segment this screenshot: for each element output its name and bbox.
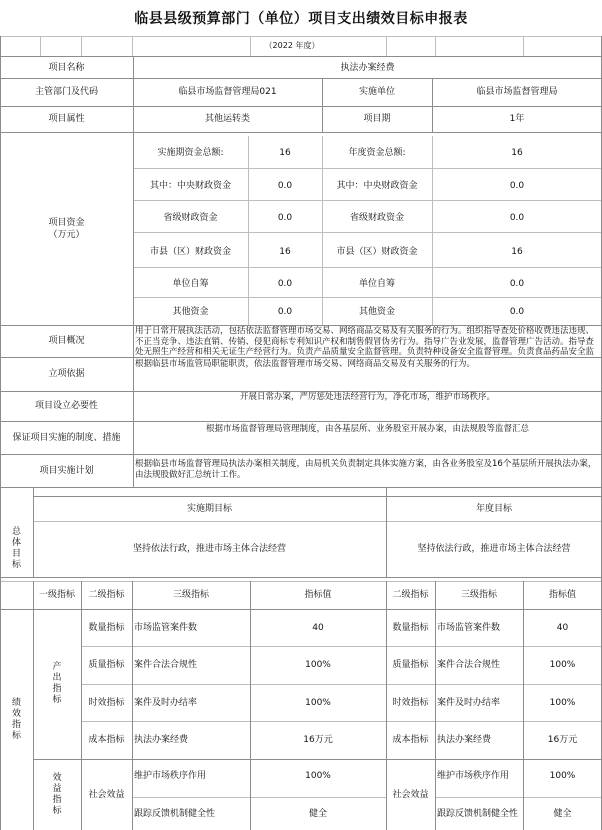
annual-indicator-level3: 案件合法合规性 <box>437 659 501 670</box>
grid-line <box>40 36 41 56</box>
funds-row-value: 16 <box>279 246 291 257</box>
necessity-label: 项目设立必要性 <box>34 401 98 411</box>
funds-annual-value: 0.0 <box>509 307 525 317</box>
guarantee-value: 根据市场监督管理局管理制度，由各基层所、业务股室开展办案，由法规股等监督汇总 <box>205 424 529 434</box>
social-benefit-a-value: 100% <box>305 771 331 781</box>
indicator-level3: 案件及时办结率 <box>134 697 198 708</box>
funds-row-value: 0.0 <box>277 213 293 223</box>
perf-indicator-label: 绩 效 指 标 <box>11 697 21 741</box>
dept-label: 主管部门及代码 <box>34 87 98 97</box>
header-level2: 二级指标 <box>88 590 125 600</box>
grid-line <box>523 36 524 56</box>
grid-line <box>81 36 82 56</box>
plan-label: 项目实施计划 <box>39 465 94 476</box>
funds-row-value: 0.0 <box>277 279 293 289</box>
indicator-level3: 执法办案经费 <box>134 735 189 745</box>
annual-indicator-level2: 成本指标 <box>392 735 429 745</box>
grid-line <box>435 36 436 56</box>
funds-annual-label: 其他资金 <box>358 307 395 317</box>
social-benefit-label: 社会效益 <box>88 789 125 800</box>
attr-value: 其他运转类 <box>204 114 250 124</box>
annual-social-benefit-b-name: 跟踪反馈机制健全性 <box>437 809 519 819</box>
annual-indicator-value: 16万元 <box>547 735 578 745</box>
funds-label: 项目资金 （万元） <box>48 217 85 240</box>
annual-indicator-value: 100% <box>549 659 576 670</box>
project-name-label: 项目名称 <box>48 62 85 73</box>
funds-annual-label: 其中：中央财政资金 <box>336 181 418 191</box>
basis-label: 立项依据 <box>48 369 85 379</box>
impl-goal-text: 坚持依法行政，推进市场主体合法经营 <box>132 544 286 554</box>
grid-line <box>132 36 133 56</box>
annual-social-benefit-b-value: 健全 <box>553 809 572 819</box>
indicator-value: 100% <box>305 697 331 708</box>
social-benefit-b-name: 跟踪反馈机制健全性 <box>134 809 216 819</box>
dept-value: 临县市场监督管理局021 <box>178 87 277 97</box>
header-level3: 三级指标 <box>172 590 209 600</box>
funds-annual-value: 16 <box>511 147 523 158</box>
funds-annual-label: 年度资金总额: <box>348 147 406 158</box>
annual-indicator-value: 40 <box>556 622 569 633</box>
indicator-value: 16万元 <box>303 735 333 745</box>
indicator-level3: 案件合法合规性 <box>134 659 198 670</box>
annual-social-benefit-a-name: 维护市场秩序作用 <box>437 771 510 781</box>
indicator-level2: 质量指标 <box>88 659 125 670</box>
funds-row-value: 0.0 <box>277 307 293 317</box>
funds-row-label: 实施期资金总额: <box>157 147 224 158</box>
funds-annual-value: 0.0 <box>509 213 525 223</box>
unit-label: 实施单位 <box>358 87 395 97</box>
funds-row-label: 单位自筹 <box>172 279 209 289</box>
period-label: 项目期 <box>363 114 391 124</box>
funds-annual-label: 单位自筹 <box>358 279 395 289</box>
social-benefit-a-name: 维护市场秩序作用 <box>134 771 207 781</box>
indicator-level2: 成本指标 <box>88 735 125 745</box>
annual-goal-header: 年度目标 <box>475 503 512 514</box>
indicator-level2: 时效指标 <box>88 697 125 708</box>
annual-indicator-level3: 案件及时办结率 <box>437 697 501 708</box>
period-value: 1年 <box>509 114 525 124</box>
indicator-level2: 数量指标 <box>88 622 125 633</box>
funds-annual-label: 省级财政资金 <box>349 213 404 223</box>
attr-label: 项目属性 <box>48 114 85 124</box>
impl-goal-header: 实施期目标 <box>186 503 232 514</box>
funds-row-value: 16 <box>279 147 291 158</box>
funds-annual-value: 0.0 <box>509 279 525 289</box>
funds-annual-label: 市县（区）财政资金 <box>336 246 418 257</box>
header-value: 指标值 <box>304 590 332 600</box>
header-annual-level2: 二级指标 <box>392 590 429 600</box>
annual-indicator-level3: 市场监管案件数 <box>437 622 501 633</box>
grid-line <box>0 487 602 488</box>
header-level1: 一级指标 <box>38 590 75 600</box>
funds-row-label: 其中：中央财政资金 <box>149 181 231 191</box>
annual-indicator-level3: 执法办案经费 <box>437 735 492 745</box>
annual-goal-text: 坚持依法行政，推进市场主体合法经营 <box>417 544 571 554</box>
annual-indicator-level2: 时效指标 <box>392 697 429 708</box>
annual-social-benefit-label: 社会效益 <box>392 789 429 800</box>
grid-line <box>386 36 387 56</box>
project-name-value: 执法办案经费 <box>340 62 395 73</box>
overview-value: 用于日常开展执法活动，包括依法监督管理市场交易、网络商品交易及有关服务的行为。组织指导查处价格收费违法违规、不正当竞争、违法直销、传销、侵犯商标专利知识产权和制售假冒伪劣行为。指导广告业发展，监督管理广告活动。指导查处无照生产经营和相关无证生产经营行为。负责产品质量安全监督管理。负责特种设备安全监督管理。负责食品药品安全监 <box>135 326 595 357</box>
output-indicator-label: 产 出 指 标 <box>52 662 62 705</box>
benefit-indicator-label: 效 益 指 标 <box>52 772 62 816</box>
funds-row-label: 省级财政资金 <box>163 213 218 223</box>
guarantee-label: 保证项目实施的制度、措施 <box>12 432 121 443</box>
funds-annual-value: 16 <box>511 246 523 257</box>
indicator-value: 40 <box>312 622 324 633</box>
overall-goal-label: 总 体 目 标 <box>11 527 21 570</box>
funds-row-value: 0.0 <box>277 181 293 191</box>
necessity-value: 开展日常办案，严厉惩处违法经营行为，净化市场，维护市场秩序。 <box>239 392 495 402</box>
form-title: 临县县级预算部门（单位）项目支出绩效目标申报表 <box>134 11 468 27</box>
header-annual-level3: 三级指标 <box>460 590 497 600</box>
funds-row-label: 市县（区）财政资金 <box>149 246 231 257</box>
indicator-level3: 市场监管案件数 <box>134 622 198 633</box>
basis-value: 根据临县市场监管局职能职责，依法监督管理市场交易、网络商品交易及有关服务的行为。 <box>135 359 476 369</box>
annual-indicator-level2: 数量指标 <box>392 622 429 633</box>
annual-indicator-value: 100% <box>549 697 576 708</box>
funds-row-label: 其他资金 <box>172 307 209 317</box>
social-benefit-b-value: 健全 <box>308 809 327 819</box>
form-year: （2022 年度） <box>264 40 320 50</box>
annual-indicator-level2: 质量指标 <box>392 659 429 670</box>
indicator-value: 100% <box>305 659 331 670</box>
overview-label: 项目概况 <box>48 336 85 346</box>
header-annual-value: 指标值 <box>548 590 576 600</box>
grid-line <box>435 797 602 798</box>
grid-line <box>0 577 602 578</box>
plan-value: 根据临县市场监督管理局执法办案相关制度，由局机关负责制定具体实施方案，由各业务股室及16个基层所开展执法办案，由法规股做好汇总统计工作。 <box>135 459 597 480</box>
unit-value: 临县市场监督管理局 <box>476 87 558 97</box>
grid-line <box>132 797 386 798</box>
funds-annual-value: 0.0 <box>509 181 525 191</box>
annual-social-benefit-a-value: 100% <box>549 771 576 781</box>
